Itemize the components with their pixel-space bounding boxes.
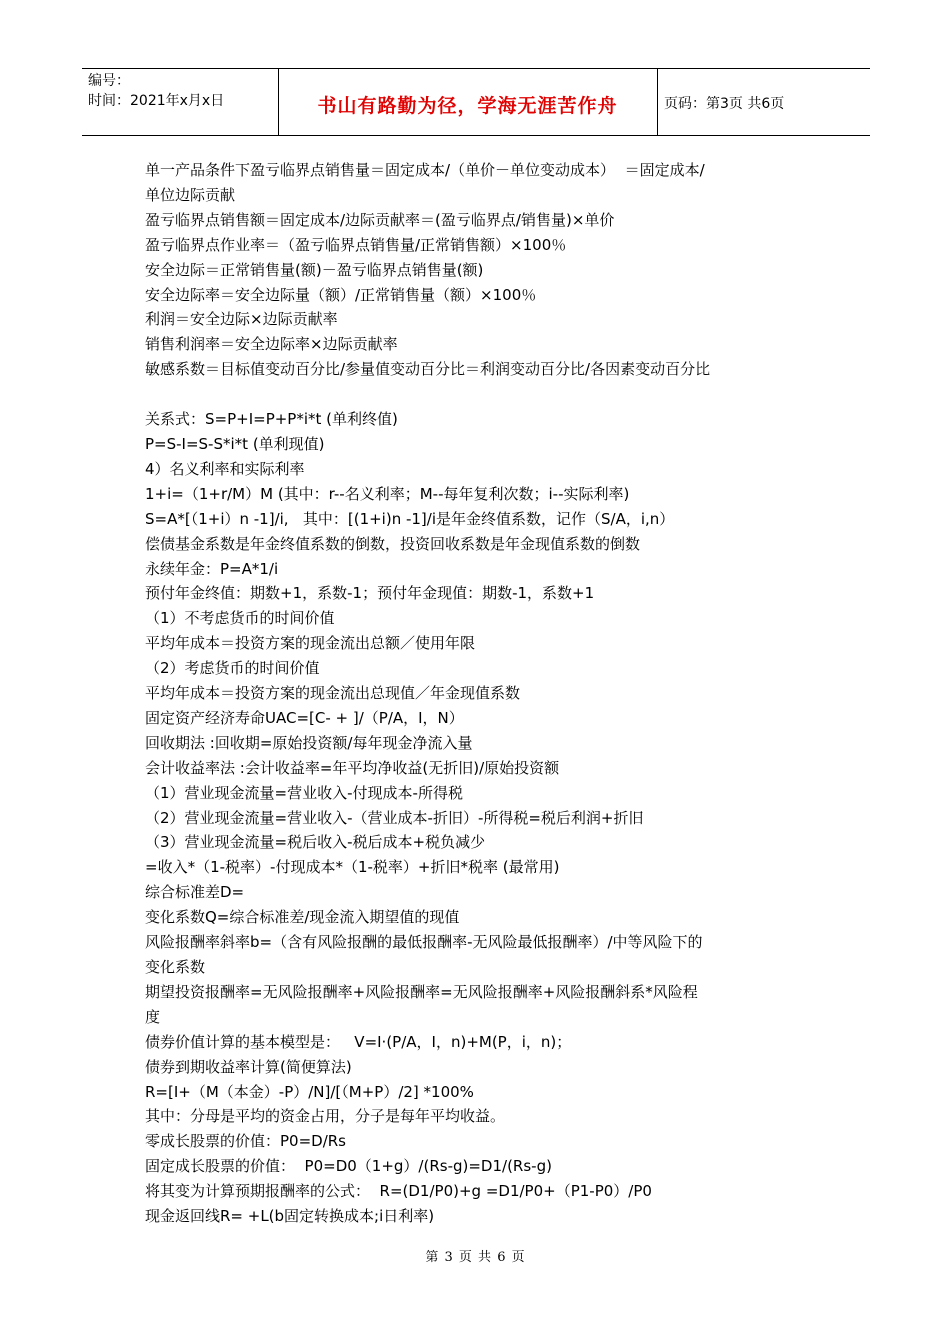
text-line: 会计收益率法 :会计收益率=年平均净收益(无折旧)/原始投资额 — [145, 758, 560, 777]
text-line: 利润＝安全边际×边际贡献率 — [145, 310, 338, 329]
text-line: 安全边际＝正常销售量(额)－盈亏临界点销售量(额) — [145, 260, 484, 279]
text-line: =收入*（1-税率）-付现成本*（1-税率）+折旧*税率 (最常用) — [145, 858, 560, 877]
text-line: 零成长股票的价值：P0=D/Rs — [145, 1132, 346, 1151]
text-line: （3）营业现金流量=税后收入-税后成本+税负减少 — [145, 833, 486, 852]
text-line: 敏感系数＝目标值变动百分比/参量值变动百分比＝利润变动百分比/各因素变动百分比 — [145, 360, 711, 379]
text-line: 变化系数Q=综合标准差/现金流入期望值的现值 — [145, 908, 460, 927]
text-line: 变化系数 — [145, 958, 206, 976]
text-line: 期望投资报酬率=无风险报酬率+风险报酬率=无风险报酬率+风险报酬斜系*风险程 — [145, 982, 698, 1001]
text-line: 债券价值计算的基本模型是： V=I·(P/A，I，n)+M(P，i，n)； — [145, 1032, 572, 1051]
text-line: 固定资产经济寿命UAC=[C- + ]/（P/A，I，N） — [145, 708, 464, 727]
header-left — [88, 71, 278, 111]
header-page-info: 页码：第3页 共6页 — [664, 96, 785, 112]
text-line: 单一产品条件下盈亏临界点销售量＝固定成本/（单价－单位变动成本） ＝固定成本/ — [145, 161, 705, 179]
text-line: 现金返回线R= +L(b固定转换成本;i日利率) — [145, 1207, 435, 1226]
text-line: 关系式：S=P+I=P+P*i*t (单利终值) — [145, 410, 398, 429]
doc-number-label: 编号： — [88, 73, 130, 89]
text-line: 销售利润率＝安全边际率×边际贡献率 — [145, 335, 398, 354]
text-line: 风险报酬率斜率b=（含有风险报酬的最低报酬率-无风险最低报酬率）/中等风险下的 — [145, 933, 703, 952]
text-line: 固定成长股票的价值： P0=D0（1+g）/(Rs-g)=D1/(Rs-g) — [145, 1157, 552, 1176]
text-line: 债券到期收益率计算(简便算法) — [145, 1057, 352, 1076]
text-line: 安全边际率＝安全边际量（额）/正常销售量（额）×100％ — [145, 285, 537, 304]
page-header — [82, 68, 870, 136]
text-line: （1）不考虑货币的时间价值 — [145, 609, 335, 628]
text-line: （2）考虑货币的时间价值 — [145, 659, 320, 678]
text-line: S=A*[（1+i）n -1]/i, 其中：[(1+i)n -1]/i是年金终值系数，记作（S/A，i,n） — [145, 509, 675, 528]
text-line: 预付年金终值：期数+1，系数-1；预付年金现值：期数-1，系数+1 — [145, 584, 595, 603]
text-line: 永续年金：P=A*1/i — [145, 559, 279, 578]
header-motto: 书山有路勤为径，学海无涯苦作舟 — [317, 95, 618, 117]
text-line: 1+i=（1+r/M）M (其中：r--名义利率；M--每年复利次数；i--实际利率) — [145, 484, 630, 503]
text-line: 将其变为计算预期报酬率的公式： R=(D1/P0)+g =D1/P0+（P1-P0）/P0 — [145, 1182, 652, 1201]
text-line: 偿债基金系数是年金终值系数的倒数，投资回收系数是年金现值系数的倒数 — [145, 534, 641, 553]
page-footer: 第 3 页 共 6 页 — [425, 1250, 525, 1265]
text-line: 其中：分母是平均的资金占用，分子是每年平均收益。 — [145, 1107, 506, 1126]
text-line: 度 — [145, 1007, 161, 1026]
text-line: 单位边际贡献 — [145, 185, 236, 204]
text-line: 平均年成本＝投资方案的现金流出总现值／年金现值系数 — [145, 684, 521, 703]
text-line: 盈亏临界点作业率＝（盈亏临界点销售量/正常销售额）×100％ — [145, 235, 567, 254]
text-line: 回收期法 :回收期=原始投资额/每年现金净流入量 — [145, 733, 473, 752]
text-line: P=S-I=S-S*i*t (单利现值) — [145, 434, 325, 453]
text-line: R=[I+（M（本金）-P）/N]/[（M+P）/2] *100% — [145, 1082, 474, 1101]
text-line: 4）名义利率和实际利率 — [145, 459, 305, 478]
text-line: 平均年成本＝投资方案的现金流出总额／使用年限 — [145, 634, 476, 653]
text-line: （2）营业现金流量=营业收入-（营业成本-折旧）-所得税=税后利润+折旧 — [145, 808, 644, 827]
text-line: （1）营业现金流量=营业收入-付现成本-所得税 — [145, 783, 463, 802]
text-line: 盈亏临界点销售额＝固定成本/边际贡献率＝(盈亏临界点/销售量)×单价 — [145, 210, 615, 229]
doc-time-label: 时间：2021年x月x日 — [88, 93, 225, 109]
header-divider — [657, 69, 658, 135]
blank-line — [145, 382, 825, 407]
document-body — [145, 158, 825, 1229]
text-line: 综合标准差D= — [145, 883, 245, 902]
